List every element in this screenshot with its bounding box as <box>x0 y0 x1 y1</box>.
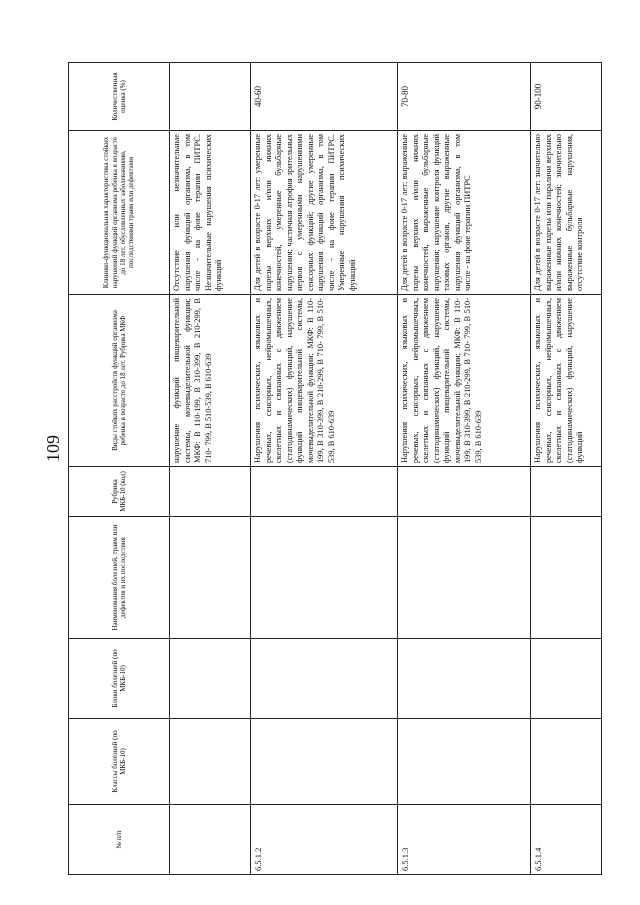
row-blocks <box>531 639 602 719</box>
row-classes <box>170 719 251 805</box>
rotated-table-container <box>68 63 588 875</box>
header-diseases: Наименования болезней, травм или дефектов и их последствия <box>69 517 170 639</box>
row-types: Нарушения психических, языковых и речевых, сенсорных, нейромышечных, скелетных и связанных с движением (статодинамических) функций, нарушение функций пищеварительной системы, мочевыделительной функции; МКФ: B 110-199, B 310-399, B 210-299, B 710- 799, B 510-539, B 610-639 <box>251 295 398 467</box>
disability-criteria-table <box>68 62 602 875</box>
header-quant: Количественная оценка (%) <box>69 63 170 131</box>
row-clinical: Для детей в возрасте 0-17 лет: значительно выраженные парезы или параличи верхних и/или нижних конечностей; значительно выраженные бульбарные нарушения, отсутствие контроля <box>531 131 602 295</box>
table-row <box>251 63 398 875</box>
row-clinical: Для детей в возрасте 0-17 лет: умеренные парезы верхних и/или нижних конечностей, умеренные бульбарные нарушения; частичная атрофия зрительных нервов с умеренными нарушениями сенсорных функций; другие умеренные нарушения функций организма, в том числе - на фоне терапии ПИТРС. Умеренные нарушения психических функций <box>251 131 398 295</box>
row-rubric <box>531 467 602 517</box>
row-diseases <box>398 517 531 639</box>
row-quant: 70-80 <box>398 63 531 131</box>
header-types: Виды стойких расстройств функций организма ребенка в возрасте до 18 лет. Рубрика МКФ <box>69 295 170 467</box>
row-diseases <box>531 517 602 639</box>
header-num: № п/п <box>69 805 170 875</box>
row-num: 6.5.1.4 <box>531 805 602 875</box>
row-num: 6.5.1.3 <box>398 805 531 875</box>
row-quant: 40-60 <box>251 63 398 131</box>
row-types: Нарушения психических, языковых и речевых, сенсорных, нейромышечных, скелетных и связанных с движением (статодинамических) функций, нарушение функций пищеварительной системы, мочевыделительной функции; МКФ: B 110-199, B 310-399, B 210-299, B 710- 799, B 510-539, B 610-639 <box>398 295 531 467</box>
header-classes: Классы болезней (по МКБ-10) <box>69 719 170 805</box>
row-classes <box>251 719 398 805</box>
row-quant <box>170 63 251 131</box>
header-rubric: Рубрика МКБ-10 (код) <box>69 467 170 517</box>
row-num <box>170 805 251 875</box>
row-blocks <box>251 639 398 719</box>
row-diseases <box>170 517 251 639</box>
row-types: Нарушения психических, языковых и речевых, сенсорных, нейромышечных, скелетных и связанных с движением (статодинамических) функций, нарушение функций <box>531 295 602 467</box>
row-rubric <box>170 467 251 517</box>
header-clinical: Клинико-функциональная характеристика стойких нарушений функций организма ребенка в возрасте до 18 лет, обусловленных заболеваниями, последствиями травм или дефектами <box>69 131 170 295</box>
header-blocks: Блоки болезней (по МКБ-10) <box>69 639 170 719</box>
row-blocks <box>170 639 251 719</box>
row-classes <box>531 719 602 805</box>
row-rubric <box>398 467 531 517</box>
row-quant: 90-100 <box>531 63 602 131</box>
table-row <box>398 63 531 875</box>
row-rubric <box>251 467 398 517</box>
row-clinical: Отсутствие или незначительные нарушения функций организма, в том числе - на фоне терапии ПИТРС. Незначительные нарушения психических функций <box>170 131 251 295</box>
row-diseases <box>251 517 398 639</box>
row-blocks <box>398 639 531 719</box>
row-num: 6.5.1.2 <box>251 805 398 875</box>
page-number: 109 <box>43 435 63 462</box>
row-classes <box>398 719 531 805</box>
row-clinical: Для детей в возрасте 0-17 лет: выраженные парезы верхних и/или нижних конечностей, выраженные бульбарные нарушения; нарушение контроля функций тазовых органов, другие выраженные нарушения функций организма, в том числе - на фоне терапии ПИТРС <box>398 131 531 295</box>
table-row <box>170 63 251 875</box>
row-types: нарушение функций пищеварительной системы, мочевыделительной функции; МКФ: B 110-199, B 310-399, B 210-299, B 710- 799, B 510-539, B 610-639 <box>170 295 251 467</box>
table-row <box>531 63 602 875</box>
header-row <box>69 63 170 875</box>
